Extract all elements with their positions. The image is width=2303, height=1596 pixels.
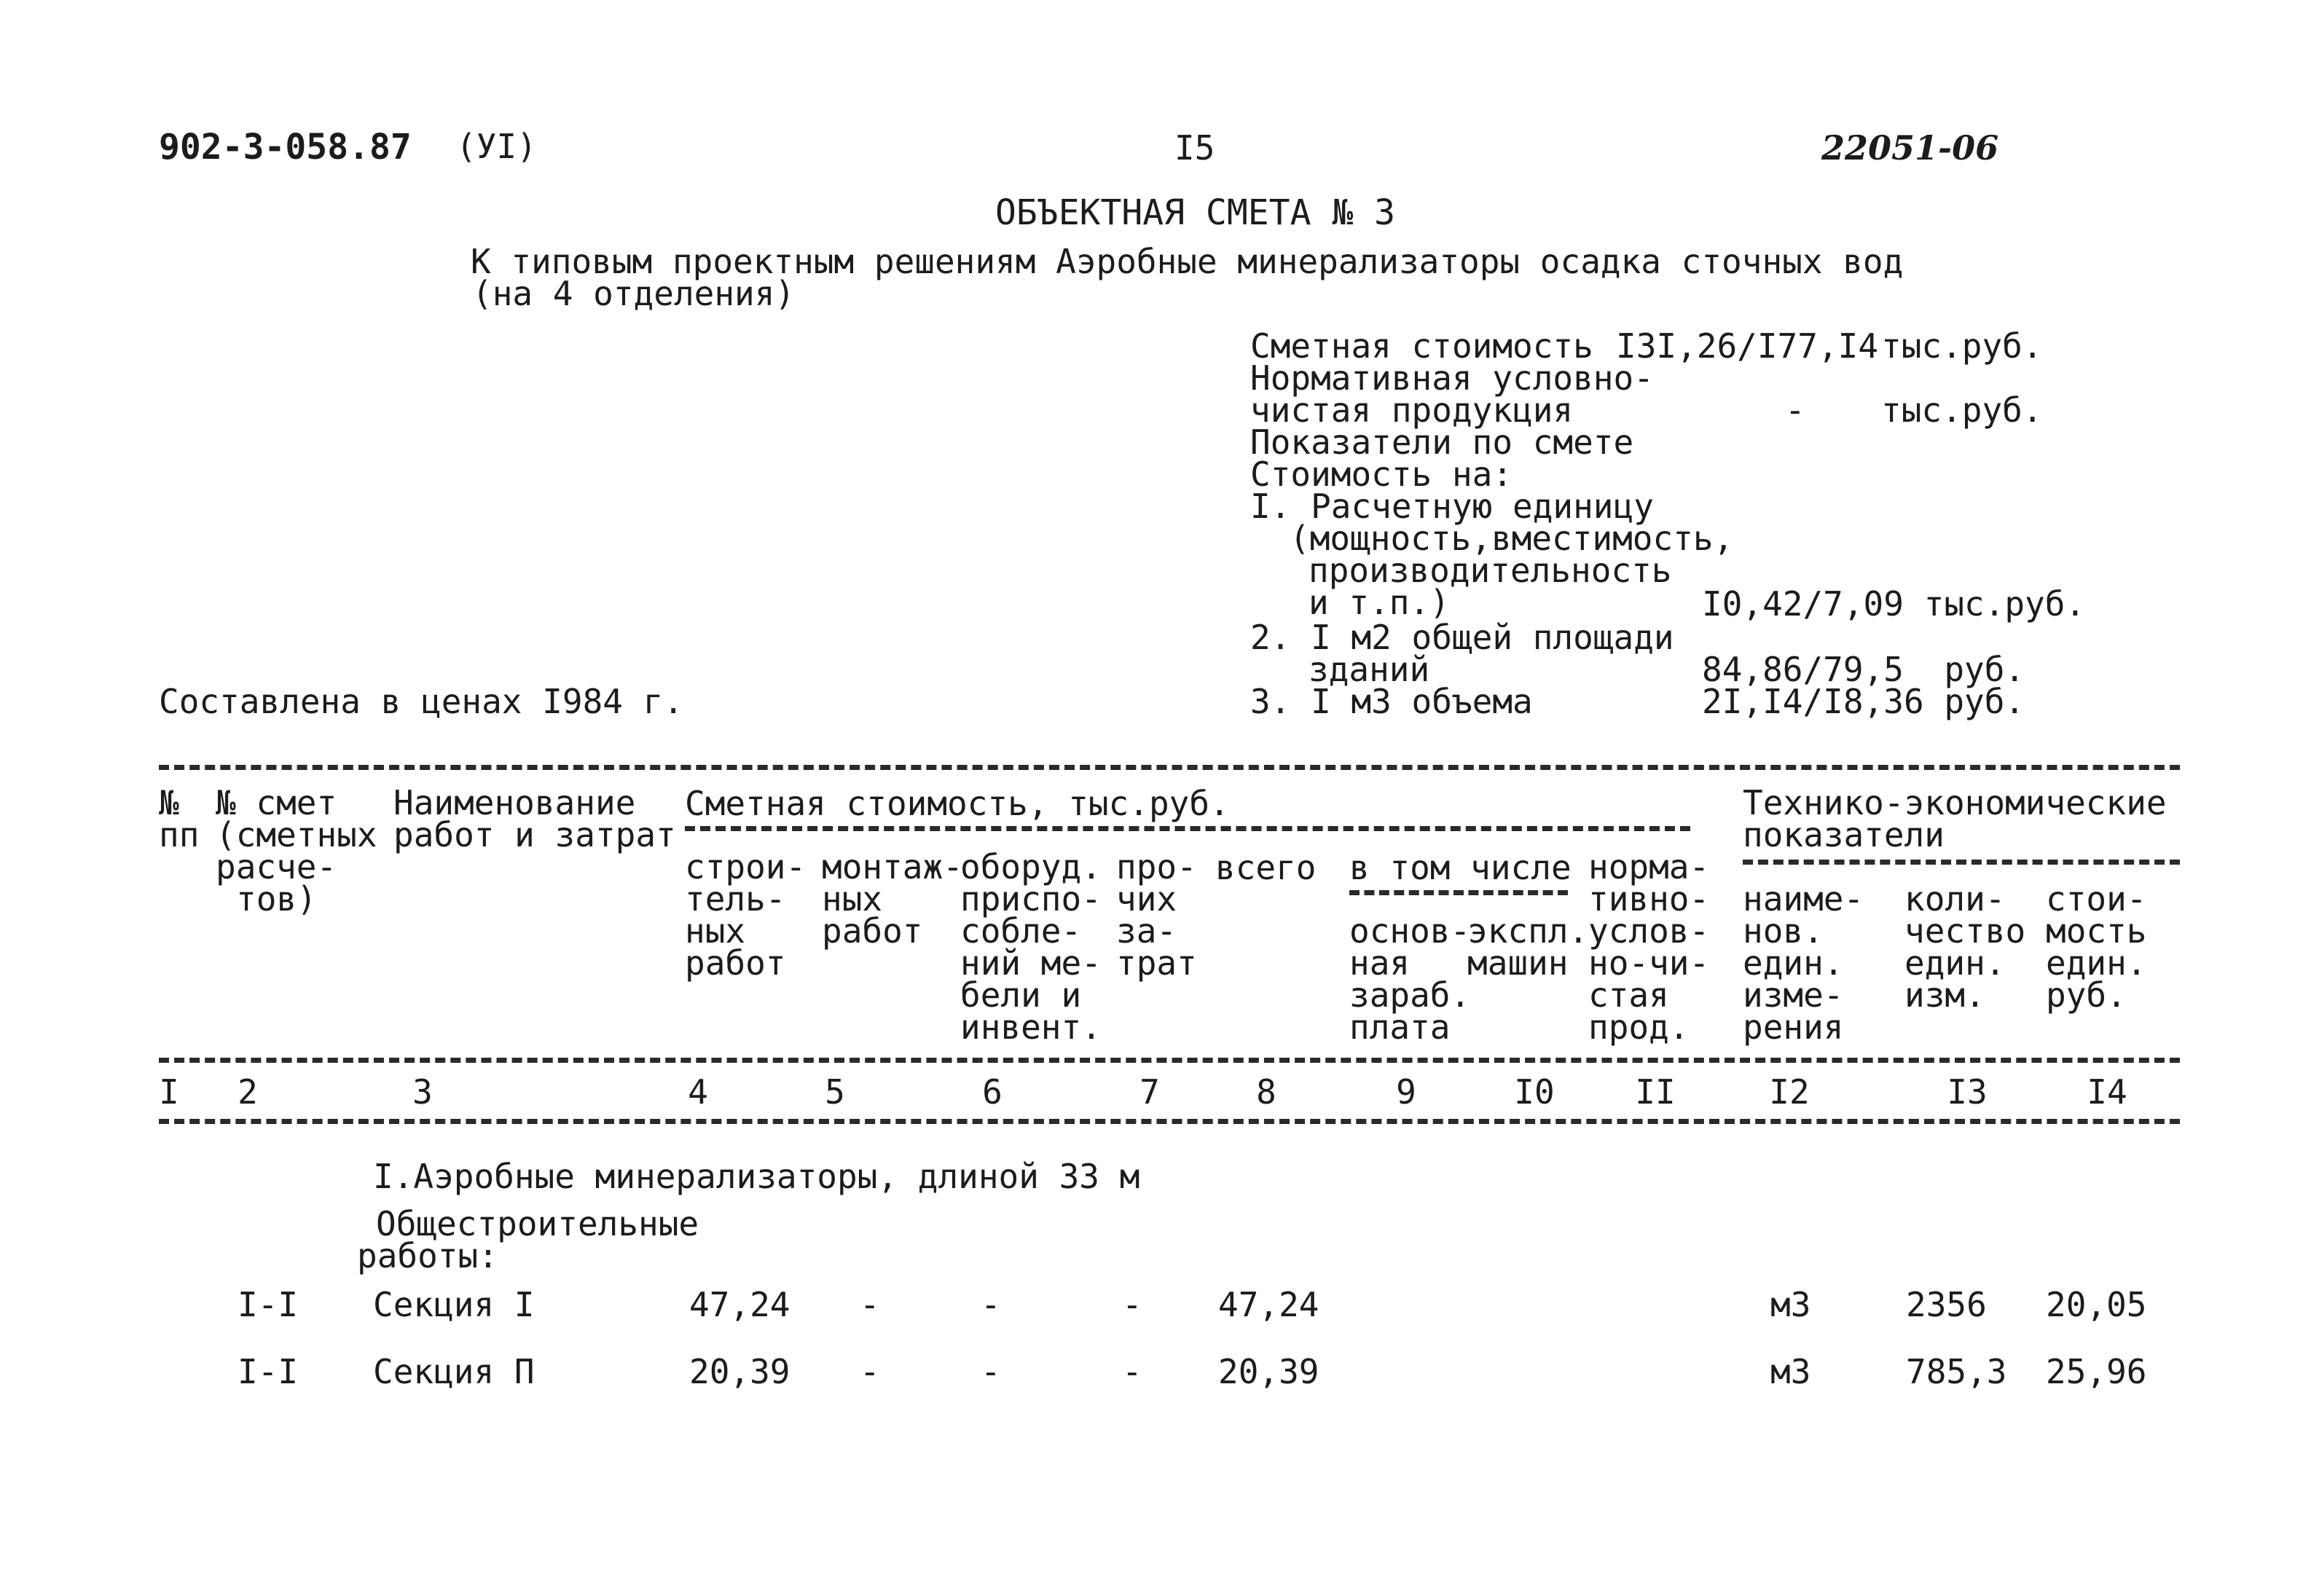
item-1-line-4: и т.п.) <box>1309 583 1450 622</box>
header-machines: экспл. машин <box>1467 911 1589 983</box>
column-number: I2 <box>1769 1072 1810 1112</box>
row-1-equipment: - <box>981 1285 1001 1324</box>
compiled-prices-note: Составлена в ценах I984 г. <box>159 682 684 721</box>
row-2-equipment: - <box>981 1352 1001 1391</box>
row-1-installation: - <box>860 1285 880 1324</box>
header-wages: основ- ная зараб. плата <box>1349 911 1471 1047</box>
row-1-unit-cost: 20,05 <box>2046 1285 2147 1324</box>
row-2-total: 20,39 <box>1218 1352 1319 1391</box>
document-code: 902-3-058.87 <box>159 127 412 168</box>
item-1-value: I0,42/7,09 тыс.руб. <box>1702 584 2086 624</box>
row-2-name: Секция П <box>373 1352 535 1391</box>
header-cost-group: Сметная стоимость, тыс.руб. <box>685 784 1230 823</box>
column-number: 3 <box>412 1072 433 1112</box>
column-number: I0 <box>1514 1072 1555 1112</box>
row-1-unit: м3 <box>1770 1285 1811 1324</box>
page-title: ОБЪЕКТНАЯ СМЕТА № 3 <box>995 192 1396 233</box>
column-number: 5 <box>825 1072 845 1112</box>
norm-value: - <box>1785 390 1805 430</box>
header-other: про- чих за- трат <box>1116 847 1197 983</box>
item-2-line-1: 2. I м2 общей площади <box>1250 618 1674 657</box>
header-norm-product: норма- тивно- услов- но-чи- стая прод. <box>1588 847 1710 1047</box>
column-number: I4 <box>2087 1072 2127 1112</box>
header-unit-cost: стои- мость един. руб. <box>2046 879 2147 1015</box>
cost-label: Сметная стоимость <box>1250 326 1593 366</box>
header-equipment: оборуд. приспо- собле- ний ме- бели и инвент. <box>960 847 1102 1047</box>
row-2-unit: м3 <box>1770 1352 1811 1391</box>
row-1-estimate: I-I <box>238 1285 299 1324</box>
item-1-line-1: I. Расчетную единицу <box>1250 487 1654 526</box>
section-title: I.Аэробные минерализаторы, длиной 33 м <box>373 1157 1140 1196</box>
cost-unit: тыс.руб. <box>1881 326 2043 366</box>
item-2-value: 84,86/79,5 руб. <box>1702 650 2025 689</box>
column-number: 9 <box>1396 1072 1416 1112</box>
header-tech-group: Технико-экономические показатели <box>1743 783 2167 854</box>
subtitle-line-2: (на 4 отделения) <box>472 274 796 313</box>
item-1-line-2: (мощность,вместимость, <box>1290 519 1734 558</box>
cost-group-rule <box>685 826 1690 831</box>
row-2-installation: - <box>860 1352 880 1391</box>
document-stamp: 22051-06 <box>1821 128 1999 168</box>
column-number: 7 <box>1139 1072 1160 1112</box>
row-1-quantity: 2356 <box>1906 1285 1987 1324</box>
header-quantity: коли- чество един. изм. <box>1904 879 2026 1015</box>
item-1-line-3: производительность <box>1309 551 1672 590</box>
header-installation: монтаж- ных работ <box>822 847 963 951</box>
column-number: 2 <box>238 1072 258 1112</box>
volume-number: (УI) <box>456 127 537 166</box>
indicators-heading: Показатели по смете <box>1250 422 1634 462</box>
row-1-name: Секция I <box>373 1285 535 1324</box>
item-3-line-1: 3. I м3 объема <box>1250 682 1533 721</box>
header-unit-name: наиме- нов. един. изме- рения <box>1743 879 1864 1047</box>
tech-group-rule <box>1743 860 2180 865</box>
item-3-value: 2I,I4/I8,36 руб. <box>1702 682 2025 721</box>
column-number: I3 <box>1947 1072 1988 1112</box>
header-row-number: № пп <box>159 783 200 854</box>
row-2-estimate: I-I <box>238 1352 299 1391</box>
row-2-construction: 20,39 <box>689 1352 790 1391</box>
header-including: в том числе <box>1349 848 1572 887</box>
row-1-construction: 47,24 <box>689 1285 790 1324</box>
norm-label-line-2: чистая продукция <box>1250 390 1574 430</box>
header-total: всего <box>1215 848 1317 887</box>
cost-per-heading: Стоимость на: <box>1250 455 1513 494</box>
column-number: 6 <box>982 1072 1003 1112</box>
subsection-title: Общестроительные работы: <box>357 1204 699 1275</box>
including-rule <box>1349 890 1568 895</box>
row-1-other: - <box>1122 1285 1142 1324</box>
header-bottom-rule <box>159 1058 2180 1063</box>
norm-label-line-1: Нормативная условно- <box>1250 358 1654 398</box>
column-number: 4 <box>688 1072 708 1112</box>
header-construction: строи- тель- ных работ <box>685 847 807 983</box>
norm-unit: тыс.руб. <box>1881 390 2043 430</box>
column-number: I <box>159 1072 179 1112</box>
numbers-bottom-rule <box>159 1119 2180 1124</box>
table-top-rule <box>159 765 2180 770</box>
item-2-line-2: зданий <box>1309 650 1430 689</box>
header-work-name: Наименование работ и затрат <box>393 783 676 854</box>
column-number: 8 <box>1256 1072 1276 1112</box>
row-2-quantity: 785,3 <box>1906 1352 2007 1391</box>
subtitle-line-1: К типовым проектным решениям Аэробные минерализаторы осадка сточных вод <box>471 242 1904 281</box>
cost-value: I3I,26/I77,I4 <box>1616 326 1879 366</box>
column-number: II <box>1635 1072 1676 1112</box>
row-2-unit-cost: 25,96 <box>2046 1352 2147 1391</box>
header-estimate-number: № смет (сметных расче- тов) <box>216 783 377 919</box>
row-2-other: - <box>1122 1352 1142 1391</box>
row-1-total: 47,24 <box>1218 1285 1319 1324</box>
page-number: I5 <box>1174 128 1215 168</box>
